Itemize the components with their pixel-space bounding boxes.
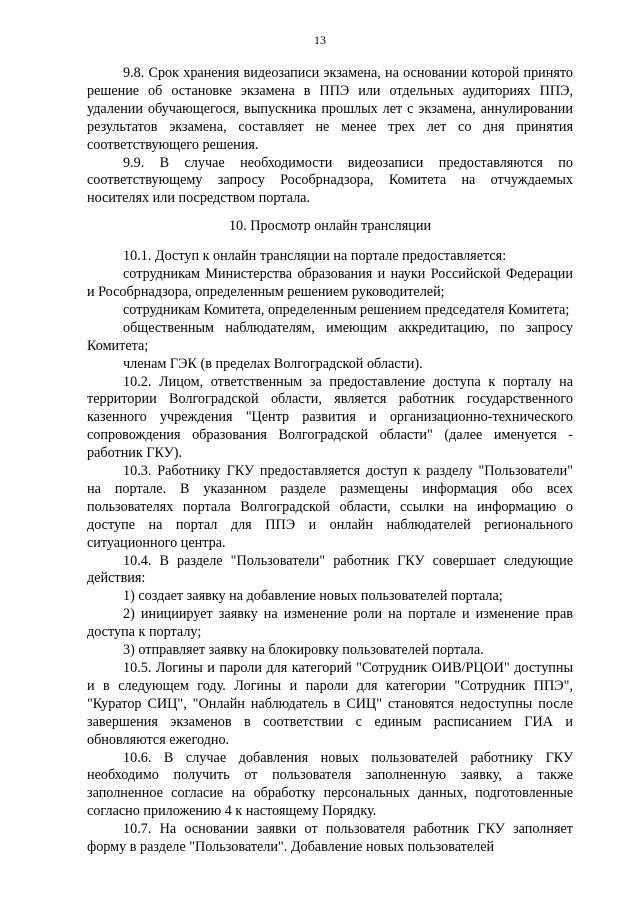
- paragraph-10-2: 10.2. Лицом, ответственным за предоставление доступа к порталу на территории Волгоградской области, является работник государственного казенного учреждения "Центр развития и организационно-технического сопровождения образования Волгоградской области" (далее именуется - работник ГКУ).: [87, 373, 573, 462]
- paragraph-10-1: 10.1. Доступ к онлайн трансляции на портале предоставляется:: [123, 248, 507, 265]
- paragraph-10-6: 10.6. В случае добавления новых пользователей работнику ГКУ необходимо получить от пользователя заполненную заявку, а также заполненное согласие на обработку персональных данных, подготовленные согласно приложению 4 к настоящему Порядку.: [87, 749, 573, 820]
- list-item-3: 3) отправляет заявку на блокировку пользователей портала.: [123, 642, 484, 659]
- paragraph-9-9: 9.9. В случае необходимости видеозаписи предоставляются по соответствующему запросу Рособрнадзора, Комитета на отчуждаемых носителях или посредством портала.: [87, 154, 573, 207]
- paragraph-10-3: 10.3. Работнику ГКУ предоставляется доступ к разделу "Пользователи" на портале. В указанном разделе размещены информация обо всех пользователях портала Волгоградской области, ссылки на информацию о доступе на портал для ППЭ и онлайн наблюдателей регионального ситуационного центра.: [87, 463, 573, 551]
- paragraph-9-8: 9.8. Срок хранения видеозаписи экзамена, на основании которой принято решение об остановке экзамена в ППЭ или отдельных аудиториях ППЭ, удалении обучающегося, выпускника прошлых лет с экзамена, аннулировании результатов экзамена, составляет не менее трех лет со дня принятия соответствующего решения.: [87, 65, 573, 153]
- section-heading: 10. Просмотр онлайн трансляции: [228, 218, 432, 235]
- paragraph-10-4: 10.4. В разделе "Пользователи" работник ГКУ совершает следующие действия:: [87, 552, 573, 587]
- paragraph-10-5: 10.5. Логины и пароли для категорий "Сотрудник ОИВ/РЦОИ" доступны и в следующем году. Логины и пароли для категории "Сотрудник ППЭ", "Куратор СИЦ", "Онлайн наблюдатель в СИЦ" становятся недоступны после завершения экзаменов в соответствии с единым расписанием ГИА и обновляются ежегодно.: [87, 660, 573, 748]
- list-item-observers: общественным наблюдателям, имеющим аккредитацию, по запросу Комитета;: [87, 319, 573, 354]
- list-item-1: 1) создает заявку на добавление новых пользователей портала;: [123, 588, 503, 605]
- paragraph-10-7: 10.7. На основании заявки от пользователя работник ГКУ заполняет форму в разделе "Пользователи". Добавление новых пользователей: [87, 821, 573, 856]
- list-item-gek: членам ГЭК (в пределах Волгоградской области).: [123, 355, 423, 372]
- page-number: 13: [314, 33, 326, 47]
- list-item-ministry: сотрудникам Министерства образования и науки Российской Федерации и Рособрнадзора, определенным решением руководителей;: [87, 266, 573, 300]
- list-item-2: 2) инициирует заявку на изменение роли на портале и изменение прав доступа к порталу;: [87, 606, 573, 641]
- page-content: [87, 65, 573, 857]
- list-item-committee: сотрудникам Комитета, определенным решением председателя Комитета;: [123, 301, 570, 318]
